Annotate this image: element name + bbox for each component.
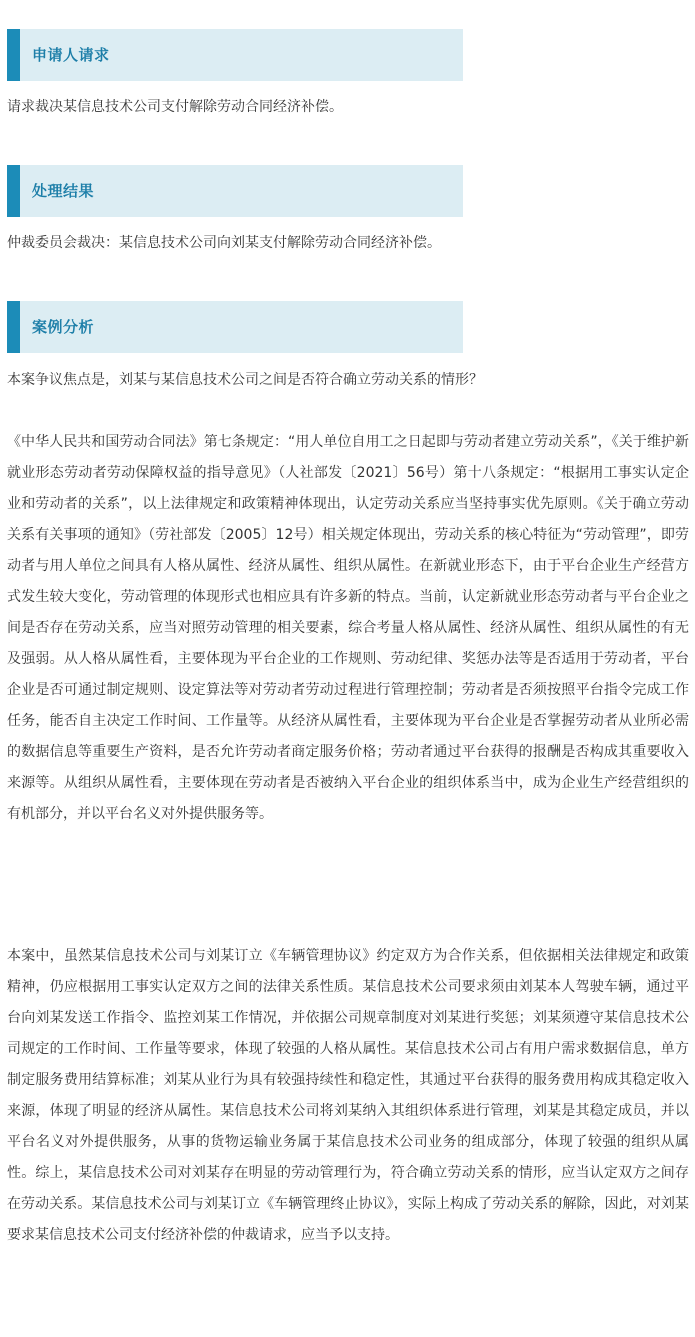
analysis-paragraph-legal-basis: 《中华人民共和国劳动合同法》第七条规定：“用人单位自用工之日起即与劳动者建立劳动关系”，《关于维护新就业形态劳动者劳动保障权益的指导意见》（人社部发〔2021〕56号）第十八条规定：“根据用工事实认定企业和劳动者的关系”，以上法律规定和政策精神体现出，认定劳动关系应当坚持事实优先原则。《关于确立劳动关系有关事项的通知》（劳社部发〔2005〕12号）相关规定体现出，劳动关系的核心特征为“劳动管理”，即劳动者与用人单位之间具有人格从属性、经济从属性、组织从属性。在新就业形态下，由于平台企业生产经营方式发生较大变化，劳动管理的体现形式也相应具有许多新的特点。当前，认定新就业形态劳动者与平台企业之间是否存在劳动关系，应当对照劳动管理的相关要素，综合考量人格从属性、经济从属性、组织从属性的有无及强弱。从人格从属性看，主要体现为平台企业的工作规则、劳动纪律、奖惩办法等是否适用于劳动者，平台企业是否可通过制定规则、设定算法等对劳动者劳动过程进行管理控制；劳动者是否须按照平台指令完成工作任务，能否自主决定工作时间、工作量等。从经济从属性看，主要体现为平台企业是否掌握劳动者从业所必需的数据信息等重要生产资料，是否允许劳动者商定服务价格；劳动者通过平台获得的报酬是否构成其重要收入来源等。从组织从属性看，主要体现在劳动者是否被纳入平台企业的组织体系当中，成为企业生产经营组织的有机部分，并以平台名义对外提供服务等。 <box>7 434 689 822</box>
section-header-result <box>7 165 463 217</box>
section-title: 处理结果 <box>32 182 95 200</box>
section-accent-bar <box>7 29 20 81</box>
section-header-analysis <box>7 301 463 353</box>
section-accent-bar <box>7 165 20 217</box>
section-title: 申请人请求 <box>32 46 110 64</box>
section-accent-bar <box>7 301 20 353</box>
section-header-request <box>7 29 463 81</box>
section-title: 案例分析 <box>32 318 95 336</box>
analysis-paragraph-case: 本案中，虽然某信息技术公司与刘某订立《车辆管理协议》约定双方为合作关系，但依据相关法律规定和政策精神，仍应根据用工事实认定双方之间的法律关系性质。某信息技术公司要求须由刘某本人驾驶车辆，通过平台向刘某发送工作指令、监控刘某工作情况，并依据公司规章制度对刘某进行奖惩；刘某须遵守某信息技术公司规定的工作时间、工作量等要求，体现了较强的人格从属性。某信息技术公司占有用户需求数据信息，单方制定服务费用结算标准；刘某从业行为具有较强持续性和稳定性，其通过平台获得的服务费用构成其稳定收入来源，体现了明显的经济从属性。某信息技术公司将刘某纳入其组织体系进行管理，刘某是其稳定成员，并以平台名义对外提供服务，从事的货物运输业务属于某信息技术公司业务的组成部分，体现了较强的组织从属性。综上，某信息技术公司对刘某存在明显的劳动管理行为，符合确立劳动关系的情形，应当认定双方之间存在劳动关系。某信息技术公司与刘某订立《车辆管理终止协议》，实际上构成了劳动关系的解除，因此，对刘某要求某信息技术公司支付经济补偿的仲裁请求，应当予以支持。 <box>7 948 689 1243</box>
section-text: 本案争议焦点是，刘某与某信息技术公司之间是否符合确立劳动关系的情形？ <box>7 372 483 388</box>
section-text: 仲裁委员会裁决：某信息技术公司向刘某支付解除劳动合同经济补偿。 <box>7 235 441 251</box>
section-text: 请求裁决某信息技术公司支付解除劳动合同经济补偿。 <box>7 99 343 115</box>
